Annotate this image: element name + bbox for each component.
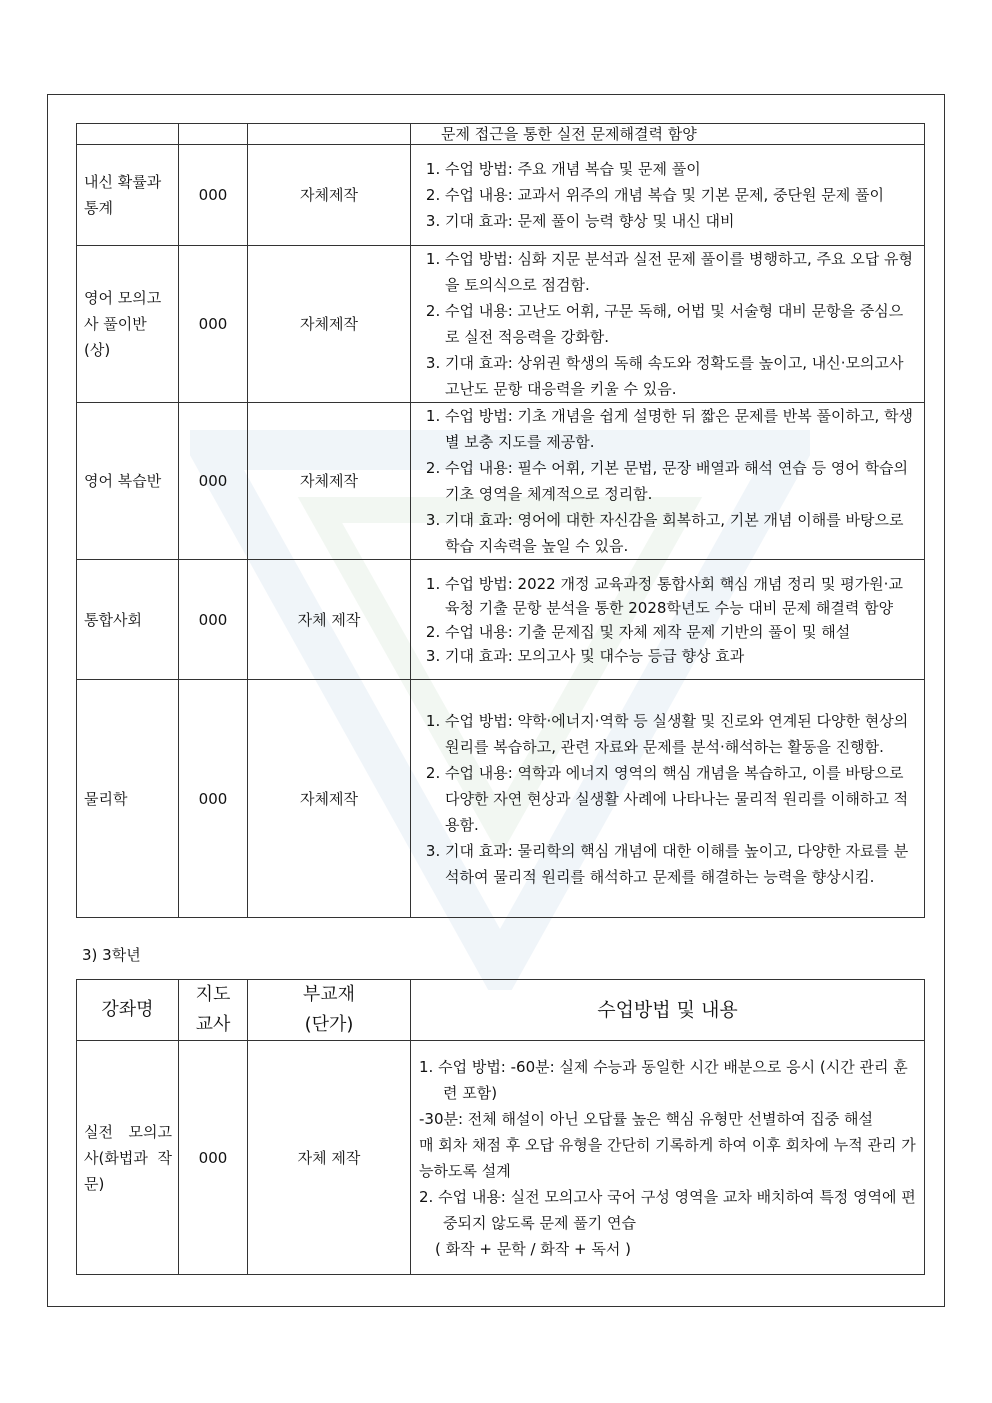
list-item: 2. 수업 내용: 교과서 위주의 개념 복습 및 기본 문제, 중단원 문제 풀이 xyxy=(445,182,916,208)
table-row xyxy=(77,145,925,246)
teacher-cell: 000 xyxy=(179,246,248,403)
course-desc-list xyxy=(419,403,916,559)
course-name: 영어 모의고사 풀이반(상) xyxy=(77,246,179,403)
grade2-course-table xyxy=(76,123,925,918)
table-header-row xyxy=(77,980,925,1041)
list-item: 3. 기대 효과: 물리학의 핵심 개념에 대한 이해를 높이고, 다양한 자료를 분석하여 물리적 원리를 해석하고 문제를 해결하는 능력을 향상시킴. xyxy=(445,838,916,890)
desc-line: ( 화작 + 문학 / 화작 + 독서 ) xyxy=(435,1239,631,1258)
continuation-text: 문제 접근을 통한 실전 문제해결력 함양 xyxy=(441,125,697,143)
teacher-cell: 000 xyxy=(179,145,248,246)
table-row xyxy=(77,246,925,403)
desc-line: 1. 수업 방법: -60분: 실제 수능과 동일한 시간 배분으로 응시 (시간 관리 훈련 포함) xyxy=(419,1057,908,1102)
material-cell: 자체제작 xyxy=(248,246,411,403)
table-row xyxy=(77,124,925,145)
list-item: 3. 기대 효과: 모의고사 및 대수능 등급 향상 효과 xyxy=(445,644,916,668)
list-item: 2. 수업 내용: 기출 문제집 및 자체 제작 문제 기반의 풀이 및 해설 xyxy=(445,620,916,644)
list-item: 1. 수업 방법: 주요 개념 복습 및 문제 풀이 xyxy=(445,156,916,182)
course-desc-list xyxy=(419,572,916,668)
teacher-cell: 000 xyxy=(179,560,248,680)
course-name: 물리학 xyxy=(77,680,179,918)
list-item: 3. 기대 효과: 상위권 학생의 독해 속도와 정확도를 높이고, 내신·모의고사 고난도 문항 대응력을 키울 수 있음. xyxy=(445,350,916,402)
course-name: 통합사회 xyxy=(77,560,179,680)
header-content: 수업방법 및 내용 xyxy=(411,980,925,1041)
section-title: 3) 3학년 xyxy=(82,946,141,964)
desc-line: 2. 수업 내용: 실전 모의고사 국어 구성 영역을 교차 배치하여 특정 영역에 편중되지 않도록 문제 풀기 연습 xyxy=(419,1187,916,1232)
grade3-course-table xyxy=(76,979,925,1275)
material-cell: 자체 제작 xyxy=(248,1041,411,1275)
list-item: 3. 기대 효과: 영어에 대한 자신감을 회복하고, 기본 개념 이해를 바탕으로 학습 지속력을 높일 수 있음. xyxy=(445,507,916,559)
material-cell: 자체제작 xyxy=(248,403,411,560)
list-item: 2. 수업 내용: 역학과 에너지 영역의 핵심 개념을 복습하고, 이를 바탕으로 다양한 자연 현상과 실생활 사례에 나타나는 물리적 원리를 이해하고 적용함. xyxy=(445,760,916,838)
list-item: 1. 수업 방법: 심화 지문 분석과 실전 문제 풀이를 병행하고, 주요 오답 유형을 토의식으로 점검함. xyxy=(445,246,916,298)
desc-line: -30분: 전체 해설이 아닌 오답률 높은 핵심 유형만 선별하여 집중 해설 xyxy=(419,1109,873,1128)
list-item: 1. 수업 방법: 약학·에너지·역학 등 실생활 및 진로와 연계된 다양한 현상의 원리를 복습하고, 관련 자료와 문제를 분석·해석하는 활동을 진행함. xyxy=(445,708,916,760)
table-row xyxy=(77,560,925,680)
header-course: 강좌명 xyxy=(77,980,179,1041)
table-row xyxy=(77,680,925,918)
header-teacher: 지도 교사 xyxy=(179,980,248,1041)
material-cell: 자체제작 xyxy=(248,145,411,246)
list-item: 3. 기대 효과: 문제 풀이 능력 향상 및 내신 대비 xyxy=(445,208,916,234)
course-name: 실전 모의고사(화법과 작문) xyxy=(77,1041,179,1275)
teacher-cell: 000 xyxy=(179,1041,248,1275)
course-desc-list xyxy=(419,708,916,890)
material-cell: 자체 제작 xyxy=(248,560,411,680)
list-item: 1. 수업 방법: 2022 개정 교육과정 통합사회 핵심 개념 정리 및 평가원·교육청 기출 문항 분석을 통한 2028학년도 수능 대비 문제 해결력 함양 xyxy=(445,572,916,620)
course-desc-list xyxy=(419,246,916,402)
list-item: 2. 수업 내용: 필수 어휘, 기본 문법, 문장 배열과 해석 연습 등 영어 학습의 기초 영역을 체계적으로 정리함. xyxy=(445,455,916,507)
header-material: 부교재 (단가) xyxy=(248,980,411,1041)
list-item: 2. 수업 내용: 고난도 어휘, 구문 독해, 어법 및 서술형 대비 문항을 중심으로 실전 적응력을 강화함. xyxy=(445,298,916,350)
material-cell: 자체제작 xyxy=(248,680,411,918)
teacher-cell: 000 xyxy=(179,680,248,918)
course-name: 영어 복습반 xyxy=(77,403,179,560)
desc-line: 매 회차 채점 후 오답 유형을 간단히 기록하게 하여 이후 회차에 누적 관리 가능하도록 설계 xyxy=(419,1135,916,1180)
list-item: 1. 수업 방법: 기초 개념을 쉽게 설명한 뒤 짧은 문제를 반복 풀이하고, 학생별 보충 지도를 제공함. xyxy=(445,403,916,455)
table-row xyxy=(77,403,925,560)
teacher-cell: 000 xyxy=(179,403,248,560)
course-desc-list xyxy=(419,156,916,234)
course-name: 내신 확률과 통계 xyxy=(77,145,179,246)
table-row xyxy=(77,1041,925,1275)
